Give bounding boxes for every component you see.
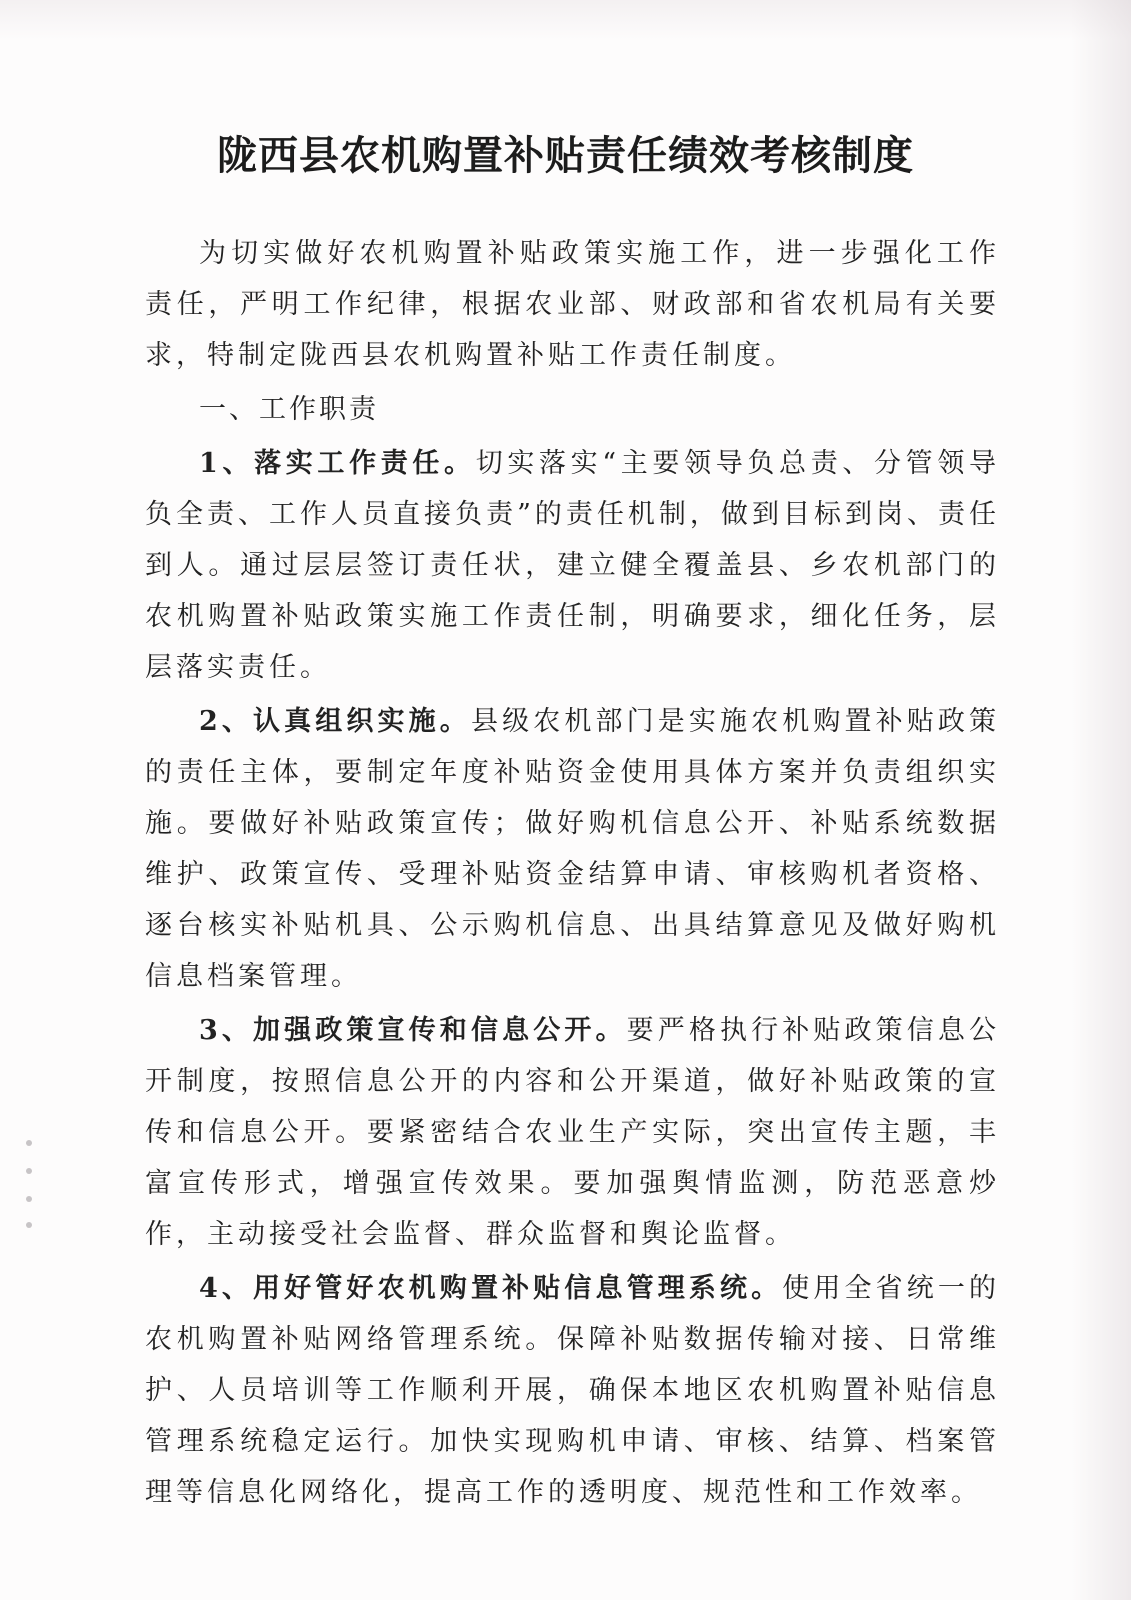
document-body: [145, 228, 1000, 1521]
item-paragraph-4: [145, 1263, 1000, 1518]
binder-mark: [26, 1222, 32, 1228]
binder-mark: [26, 1196, 32, 1202]
binder-mark: [26, 1140, 32, 1146]
item-text: 使用全省统一的农机购置补贴网络管理系统。保障补贴数据传输对接、日常维护、人员培训等工作顺利开展，确保本地区农机购置补贴信息管理系统稳定运行。加快实现购机申请、审核、结算、档案管理等信息化网络化，提高工作的透明度、规范性和工作效率。: [145, 1273, 1001, 1508]
item-text: 要严格执行补贴政策信息公开制度，按照信息公开的内容和公开渠道，做好补贴政策的宣传和信息公开。要紧密结合农业生产实际，突出宣传主题，丰富宣传形式，增强宣传效果。要加强舆情监测，防范恶意炒作，主动接受社会监督、群众监督和舆论监督。: [145, 1015, 1001, 1250]
item-lead: 3、加强政策宣传和信息公开。: [199, 1015, 627, 1046]
item-paragraph-2: [145, 696, 1000, 1002]
document-title: 陇西县农机购置补贴责任绩效考核制度: [217, 132, 914, 179]
item-lead: 2、认真组织实施。: [199, 706, 471, 737]
item-paragraph-1: [145, 438, 1000, 693]
intro-paragraph: 为切实做好农机购置补贴政策实施工作，进一步强化工作责任，严明工作纪律，根据农业部、财政部和省农机局有关要求，特制定陇西县农机购置补贴工作责任制度。: [145, 238, 1000, 371]
item-lead: 4、用好管好农机购置补贴信息管理系统。: [199, 1273, 783, 1304]
item-text: 切实落实“主要领导负总责、分管领导负全责、工作人员直接负责”的责任机制，做到目标到岗、责任到人。通过层层签订责任状，建立健全覆盖县、乡农机部门的农机购置补贴政策实施工作责任制，明确要求，细化任务，层层落实责任。: [145, 448, 1000, 683]
scan-shadow-top: [0, 0, 1131, 40]
binder-mark: [26, 1168, 32, 1174]
item-text: 县级农机部门是实施农机购置补贴政策的责任主体，要制定年度补贴资金使用具体方案并负责组织实施。要做好补贴政策宣传；做好购机信息公开、补贴系统数据维护、政策宣传、受理补贴资金结算申请、审核购机者资格、逐台核实补贴机具、公示购机信息、出具结算意见及做好购机信息档案管理。: [145, 706, 1001, 992]
scan-shadow-right: [1071, 0, 1131, 1600]
item-paragraph-3: [145, 1005, 1000, 1260]
item-lead: 1、落实工作责任。: [199, 448, 476, 479]
section-heading: 一、工作职责: [199, 394, 379, 425]
